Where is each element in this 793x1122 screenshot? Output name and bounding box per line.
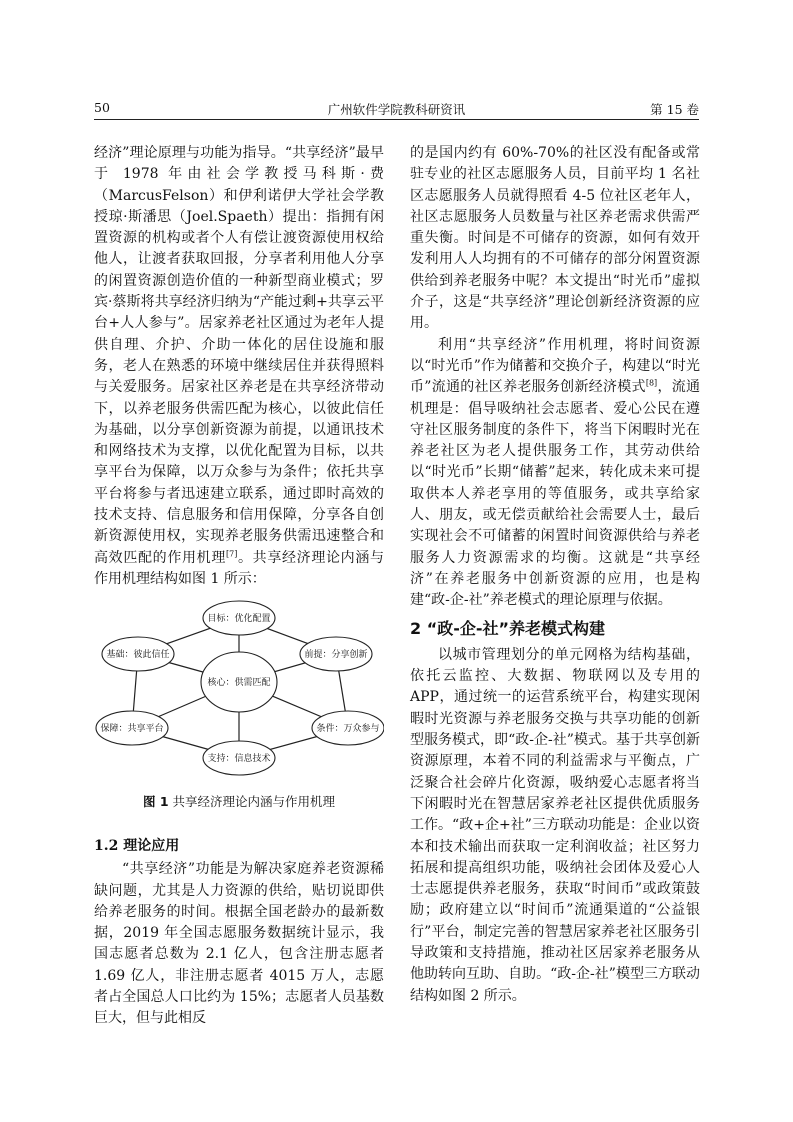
label-bottom: 支持：信息技术: [207, 754, 271, 764]
page-number: 50: [94, 100, 110, 115]
paragraph: [94, 143, 384, 590]
label-center: 核心：供需匹配: [207, 678, 271, 688]
figure-caption: [94, 792, 384, 810]
left-column: [94, 143, 384, 590]
figure-1: [94, 598, 384, 778]
label-top: 目标：优化配置: [207, 614, 271, 624]
label-bottom-right: 条件：万众参与: [316, 724, 380, 734]
paragraph-text: 经济”理论原理与功能为指导。“共享经济”最早于 1978 年由社会学教授马科斯·费（MarcusFelson）和伊利诺伊大学社会学教授琼·斯潘思（Joel.Spaeth）提出：指拥有闲置资源的机构或者个人有偿让渡资源使用权给他人，让渡者获取回报，分享者利用他人分享的闲置资源创造价值的一种新型商业模式；罗宾·蔡斯将共享经济归纳为“产能过剩+共享云平台+人人参与”。居家养老社区通过为老年人提供自理、介护、介助一体化的居住设施和服务，老人在熟悉的环境中继续居住并获得照料与关爱服务。居家社区养老是在共享经济带动下，以养老服务供需匹配为核心，以彼此信任为基础，以分享创新资源为前提，以通讯技术和网络技术为支撑，以优化配置为目标，以共享平台为保障，以万众参与为条件；依托共享平台将参与者迅速建立联系，通过即时高效的技术支持、信息服务和信用保障，分享各自创新资源使用权，实现养老服务供需迅速整合和高效匹配的作用机理: [94, 145, 384, 566]
paragraph: [410, 335, 700, 612]
paragraph: “共享经济”功能是为解决家庭养老资源稀缺问题，尤其是人力资源的供给，贴切说即供给养老服务的时间。根据全国老龄办的最新数据，2019 年全国志愿服务数据统计显示，我国志愿者总数为 2.1 亿人，包含注册志愿者 1.69 亿人，非注册志愿者 4015 万人，志愿者占全国总人口比约为 15%；志愿者人员基数巨大，但与此相反: [94, 861, 384, 1027]
paragraph-text: ，流通机理是：倡导吸纳社会志愿者、爱心公民在遵守社区服务制度的条件下，将当下闲暇时光在养老社区为老人提供服务工作，其劳动供给以“时光币”长期“储蓄”起来，转化成未来可提取供本人养老享用的等值服务，或共享给家人、朋友，或无偿贡献给社会需要人士，最后实现社会不可储蓄的闲置时间资源供给与养老服务人力资源需求的均衡。这就是“共享经济”在养老服务中创新资源的应用，也是构建“政-企-社”养老模式的理论原理与依据。: [410, 379, 701, 609]
paragraph-text: 。共享经济理论内涵与作用机理结构如图 1 所示：: [94, 549, 385, 587]
paragraph-text: 利用“共享经济”作用机理，将时间资源以“时光币”作为储蓄和交换介子，构建以“时光币”流通的社区养老服务创新经济模式: [410, 336, 700, 396]
citation: [8]: [645, 378, 658, 388]
label-top-left: 基础：彼此信任: [106, 650, 170, 660]
paragraph: 的是国内约有 60%-70%的社区没有配备或常驻专业的社区志愿服务人员，目前平均 1 名社区志愿服务人员就得照看 4-5 位社区老年人，社区志愿服务人员数量与社区养老需求供需严重失衡。时间是不可储存的资源，如何有效开发利用人人均拥有的不可储存的部分闲置资源供给到养老服务中呢？本文提出“时光币”虚拟介子，这是“共享经济”理论创新经济资源的应用。: [410, 145, 700, 332]
caption-number: 图 1: [142, 794, 169, 809]
volume-label: 第 15 卷: [650, 102, 699, 117]
label-top-right: 前提：分享创新: [304, 650, 368, 660]
hex-diagram: [94, 598, 384, 778]
citation: [7]: [226, 548, 238, 558]
running-header: [94, 98, 699, 120]
section-heading: 2 “政-企-社”养老模式构建: [410, 618, 606, 638]
caption-text: 共享经济理论内涵与作用机理: [172, 794, 336, 809]
paragraph: 以城市管理划分的单元网格为结构基础，依托云监控、大数据、物联网以及专用的 APP，通过统一的运营系统平台，构建实现闲暇时光资源与养老服务交换与共享功能的创新型服务模式，即“政-企-社”模式。基于共享创新资源原理，本着不同的利益需求与平衡点，广泛聚合社会碎片化资源，吸纳爱心志愿者将当下闲暇时光在智慧居家养老社区提供优质服务工作。“政+企+社”三方联动功能是：企业以资本和技术输出而获取一定利润收益；社区努力拓展和提高组织功能，吸纳社会团体及爱心人士志愿提供养老服务，获取“时间币”或政策鼓励；政府建立以“时间币”流通渠道的“公益银行”平台，制定完善的智慧居家养老社区服务引导政策和支持措施，推动社区居家养老服务从他助转向互助、自助。“政-企-社”模型三方联动结构如图 2 所示。: [410, 646, 700, 1004]
subsection-heading: 1.2 理论应用: [94, 838, 180, 854]
label-bottom-left: 保障：共享平台: [100, 724, 164, 734]
journal-title: 广州软件学院教科研资讯: [327, 102, 466, 117]
header-rule: [94, 119, 699, 120]
left-column-lower: [94, 826, 384, 1030]
right-column: [410, 143, 700, 1007]
